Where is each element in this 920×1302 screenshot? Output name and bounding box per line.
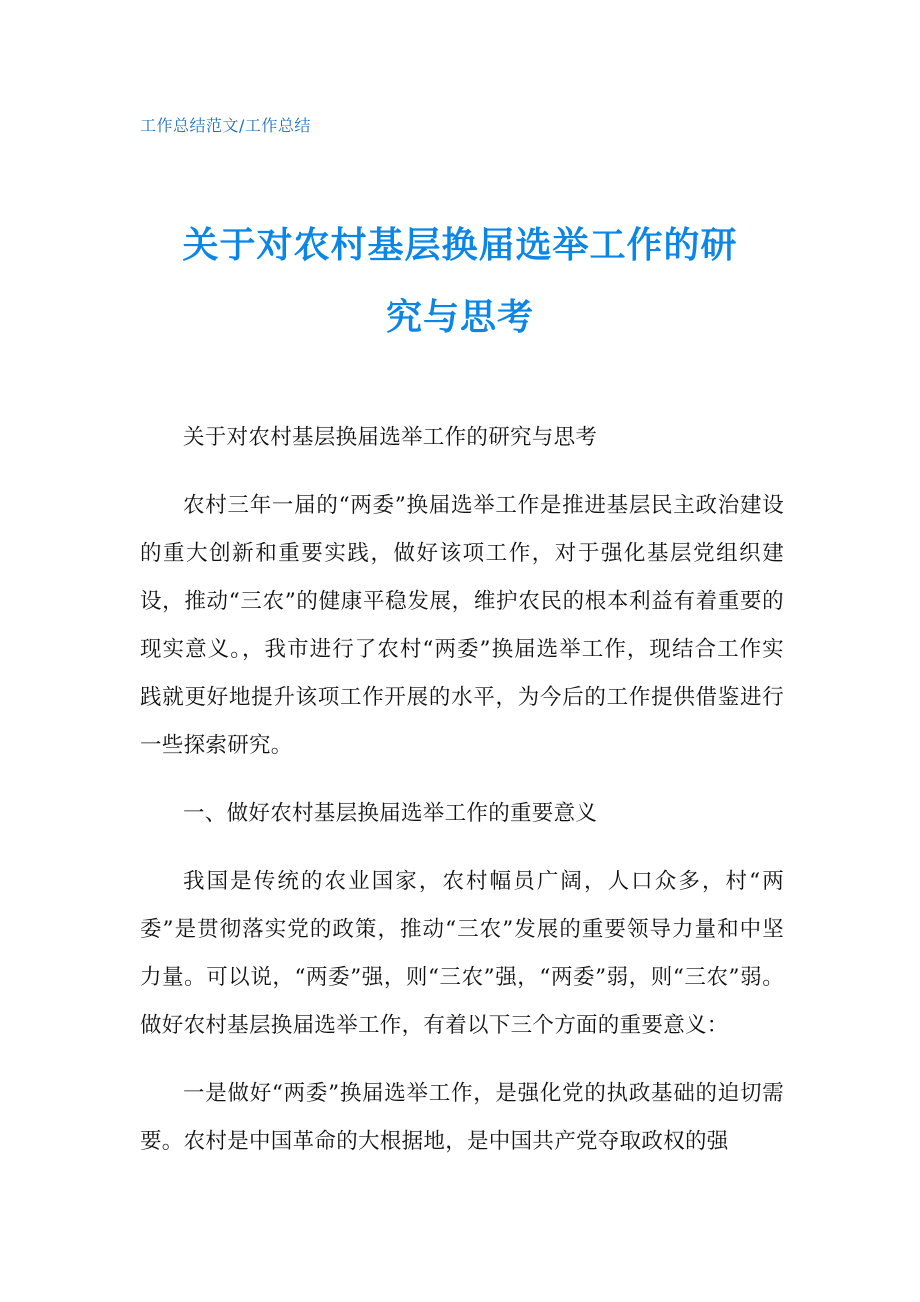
paragraph-significance: 我国是传统的农业国家，农村幅员广阔，人口众多，村“两委”是贯彻落实党的政策，推动“三农”发展的重要领导力量和中坚力量。可以说，“两委”强，则“三农”强，“两委”弱，则“三农”弱。做好农村基层换届选举工作，有着以下三个方面的重要意义：	[140, 869, 784, 1038]
paragraph-intro: 农村三年一届的“两委”换届选举工作是推进基层民主政治建设的重大创新和重要实践，做好该项工作，对于强化基层党组织建设，推动“三农”的健康平稳发展，维护农民的根本利益有着重要的现实意义。，我市进行了农村“两委”换届选举工作，现结合工作实践就更好地提升该项工作开展的水平，为今后的工作提供借鉴进行一些探索研究。	[140, 493, 784, 758]
title-line-1: 关于对农村基层换届选举工作的研	[182, 225, 738, 266]
section-heading-1: 一、做好农村基层换届选举工作的重要意义	[183, 801, 598, 826]
title-line-2: 究与思考	[385, 297, 534, 338]
paragraph-point-1: 一是做好“两委”换届选举工作，是强化党的执政基础的迫切需要。农村是中国革命的大根据地，是中国共产党夺取政权的强	[140, 1081, 784, 1154]
page-title	[120, 210, 800, 354]
breadcrumb[interactable]: 工作总结范文/工作总结	[140, 116, 311, 135]
paragraph-subtitle: 关于对农村基层换届选举工作的研究与思考	[183, 425, 598, 450]
document-body	[140, 414, 784, 1186]
